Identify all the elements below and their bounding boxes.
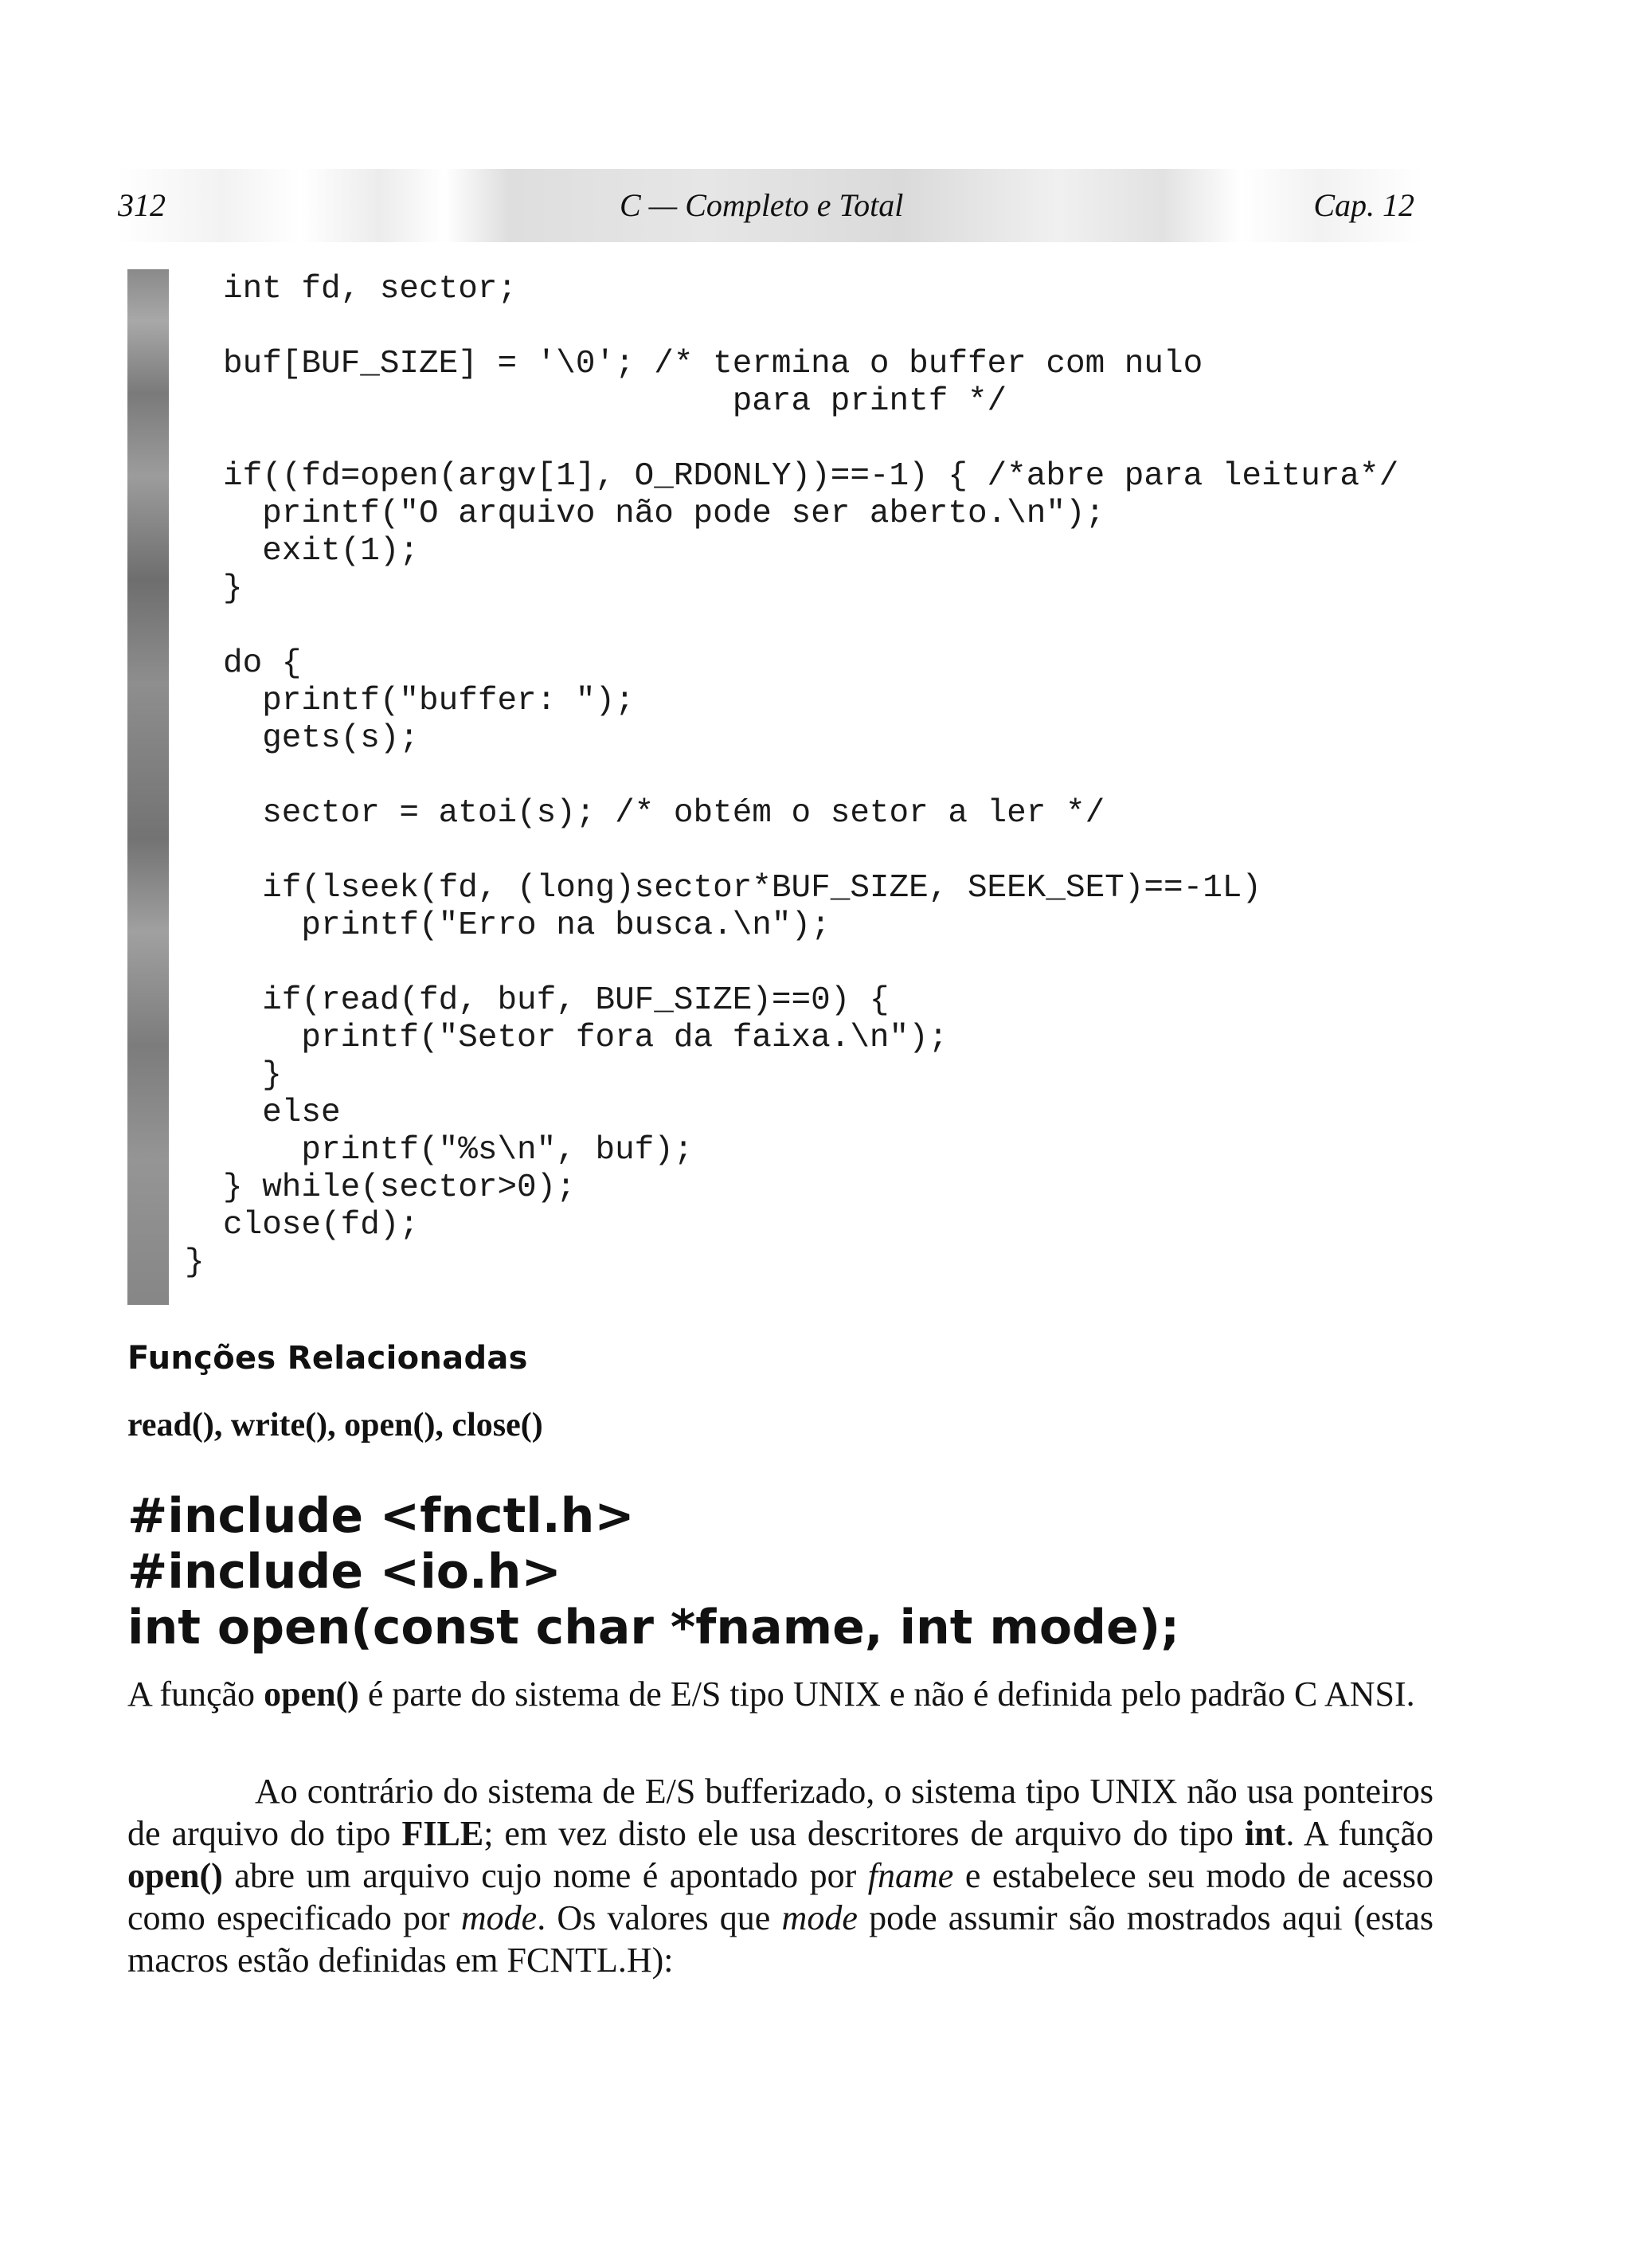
code-line: printf("Erro na busca.\n"); bbox=[223, 907, 831, 944]
related-functions-heading: Funções Relacionadas bbox=[127, 1340, 528, 1377]
code-line: } while(sector>0); bbox=[223, 1169, 576, 1206]
paragraph-intro bbox=[127, 1673, 1433, 1715]
code-line: printf("Setor fora da faixa.\n"); bbox=[223, 1020, 948, 1056]
code-line: sector = atoi(s); /* obtém o setor a ler */ bbox=[223, 795, 1105, 832]
text: pode assumir são mostrados aqui (estas macros estão definidas em FCNTL.H): bbox=[127, 1898, 1433, 1980]
code-line: close(fd); bbox=[223, 1207, 420, 1244]
function-prototype bbox=[127, 1488, 1179, 1655]
code-line: else bbox=[223, 1095, 341, 1131]
code-line: para printf */ bbox=[223, 383, 1007, 420]
code-term: FILE bbox=[401, 1814, 484, 1853]
code-term: open() bbox=[127, 1856, 223, 1895]
related-functions-list: read(), write(), open(), close() bbox=[127, 1407, 543, 1443]
running-header bbox=[118, 169, 1424, 242]
code-line: buf[BUF_SIZE] = '\0'; /* termina o buffer com nulo bbox=[223, 346, 1203, 382]
chapter-label: Cap. 12 bbox=[1313, 187, 1414, 223]
code-line bbox=[223, 832, 1398, 870]
text: . Os valores que bbox=[537, 1898, 782, 1937]
code-term: int bbox=[1244, 1814, 1286, 1853]
code-line: if(lseek(fd, (long)sector*BUF_SIZE, SEEK_SET)==-1L) bbox=[223, 870, 1262, 907]
parameter-name: mode bbox=[460, 1898, 538, 1937]
code-line bbox=[223, 421, 1398, 458]
text: é parte do sistema de E/S tipo UNIX e não é definida pelo padrão C ANSI. bbox=[358, 1675, 1415, 1714]
code-line bbox=[223, 758, 1398, 795]
code-line bbox=[223, 608, 1398, 645]
code-line: } bbox=[223, 1057, 282, 1094]
code-term: open() bbox=[264, 1675, 359, 1714]
parameter-name: mode bbox=[781, 1898, 858, 1937]
code-line: } bbox=[185, 1244, 205, 1281]
text: A função bbox=[127, 1675, 264, 1714]
page-number: 312 bbox=[118, 187, 166, 223]
text: e estabelece seu modo de acesso como especificado por bbox=[127, 1856, 1433, 1937]
text: Ao contrário do sistema de E/S bufferizado, o sistema tipo UNIX não usa ponteiros de arquivo do tipo bbox=[127, 1772, 1433, 1853]
code-line: printf("O arquivo não pode ser aberto.\n"); bbox=[223, 496, 1105, 532]
code-line: printf("%s\n", buf); bbox=[223, 1132, 694, 1169]
code-line: exit(1); bbox=[223, 533, 420, 570]
text: . A função bbox=[1285, 1814, 1433, 1853]
code-line bbox=[223, 945, 1398, 982]
code-line: printf("buffer: "); bbox=[223, 683, 635, 719]
include-io: #include <io.h> bbox=[127, 1544, 561, 1600]
code-line: if(read(fd, buf, BUF_SIZE)==0) { bbox=[223, 982, 890, 1019]
code-line: do { bbox=[223, 645, 302, 682]
text: abre um arquivo cujo nome é apontado por bbox=[222, 1856, 868, 1895]
code-line: if((fd=open(argv[1], O_RDONLY))==-1) { /*abre para leitura*/ bbox=[223, 458, 1399, 495]
include-fnctl: #include <fnctl.h> bbox=[127, 1488, 635, 1544]
code-line bbox=[223, 308, 1398, 346]
code-line: int fd, sector; bbox=[223, 271, 518, 307]
code-margin-bar bbox=[127, 269, 169, 1305]
code-listing bbox=[185, 271, 1399, 1282]
code-line: gets(s); bbox=[223, 720, 420, 757]
book-title: C — Completo e Total bbox=[620, 187, 904, 223]
code-line: } bbox=[223, 570, 243, 607]
text: ; em vez disto ele usa descritores de arquivo do tipo bbox=[483, 1814, 1245, 1853]
parameter-name: fname bbox=[867, 1856, 954, 1895]
open-signature: int open(const char *fname, int mode); bbox=[127, 1600, 1180, 1655]
paragraph-description bbox=[127, 1770, 1433, 1981]
